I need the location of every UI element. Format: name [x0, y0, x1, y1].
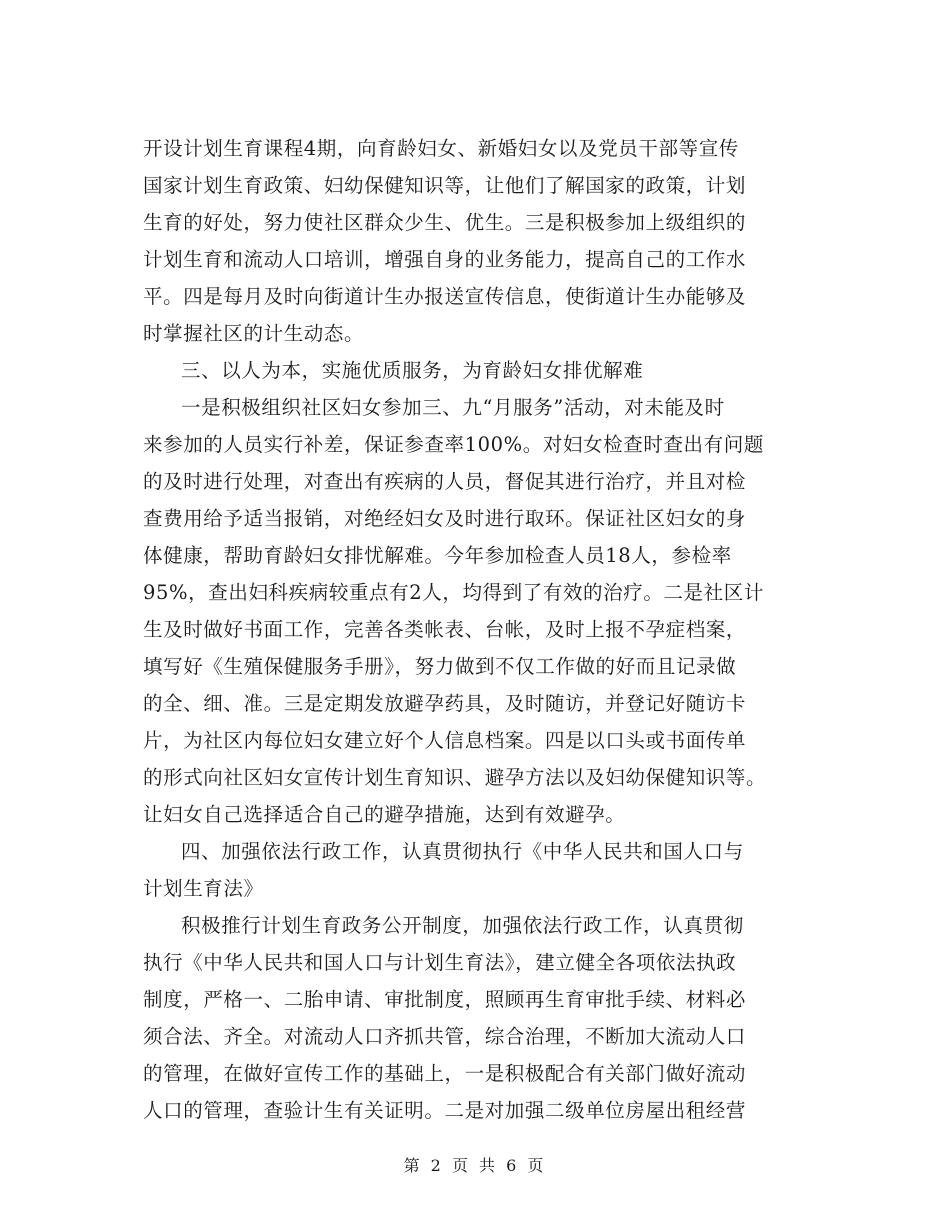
text-line: 生及时做好书面工作，完善各类帐表、台帐，及时上报不孕症档案， — [143, 618, 747, 641]
section-heading: 三、以人为本，实施优质服务，为育龄妇女排优解难 — [181, 359, 644, 382]
text-line: 的形式向社区妇女宣传计划生育知识、避孕方法以及妇幼保健知识等。 — [143, 766, 767, 789]
section-heading-continued: 计划生育法》 — [143, 877, 264, 900]
text-line: 片，为社区内每位妇女建立好个人信息档案。四是以口头或书面传单 — [143, 729, 747, 752]
text-line: 生育的好处，努力使社区群众少生、优生。三是积极参加上级组织的 — [143, 211, 747, 234]
text-line: 制度，严格一、二胎申请、审批制度，照顾再生育审批手续、材料必 — [143, 988, 747, 1011]
text-line: 的管理，在做好宣传工作的基础上，一是积极配合有关部门做好流动 — [143, 1062, 747, 1085]
text-line: 来参加的人员实行补差，保证参查率100%。对妇女检查时查出有问题 — [143, 433, 764, 456]
text-line: 开设计划生育课程4期，向育龄妇女、新婚妇女以及党员干部等宣传 — [143, 137, 739, 160]
text-line: 让妇女自己选择适合自己的避孕措施，达到有效避孕。 — [143, 803, 626, 826]
section-heading: 四、加强依法行政工作，认真贯彻执行《中华人民共和国人口与 — [181, 840, 744, 863]
text-line: 执行《中华人民共和国人口与计划生育法》，建立健全各项依法执政 — [143, 951, 737, 974]
text-line: 时掌握社区的计生动态。 — [143, 322, 365, 345]
text-line: 的全、细、准。三是定期发放避孕药具，及时随访，并登记好随访卡 — [143, 692, 747, 715]
text-line: 积极推行计划生育政务公开制度，加强依法行政工作，认真贯彻 — [181, 914, 744, 937]
text-line: 95%，查出妇科疾病较重点有2人，均得到了有效的治疗。二是社区计 — [143, 581, 764, 604]
text-line: 须合法、齐全。对流动人口齐抓共管，综合治理，不断加大流动人口 — [143, 1025, 747, 1048]
text-line: 国家计划生育政策、妇幼保健知识等，让他们了解国家的政策，计划 — [143, 174, 747, 197]
text-line: 查费用给予适当报销，对绝经妇女及时进行取环。保证社区妇女的身 — [143, 507, 747, 530]
text-line: 计划生育和流动人口培训，增强自身的业务能力，提高自己的工作水 — [143, 248, 747, 271]
text-line: 一是积极组织社区妇女参加三、九“月服务”活动，对未能及时 — [181, 396, 725, 419]
text-line: 平。四是每月及时向街道计生办报送宣传信息，使街道计生办能够及 — [143, 285, 747, 308]
text-line: 的及时进行处理，对查出有疾病的人员，督促其进行治疗，并且对检 — [143, 470, 747, 493]
text-line: 填写好《生殖保健服务手册》，努力做到不仅工作做的好而且记录做 — [143, 655, 737, 678]
text-line: 人口的管理，查验计生有关证明。二是对加强二级单位房屋出租经营 — [143, 1099, 747, 1122]
page-number-footer: 第 2 页 共 6 页 — [403, 1156, 547, 1175]
text-line: 体健康，帮助育龄妇女排忧解难。今年参加检查人员18人，参检率 — [143, 544, 732, 567]
